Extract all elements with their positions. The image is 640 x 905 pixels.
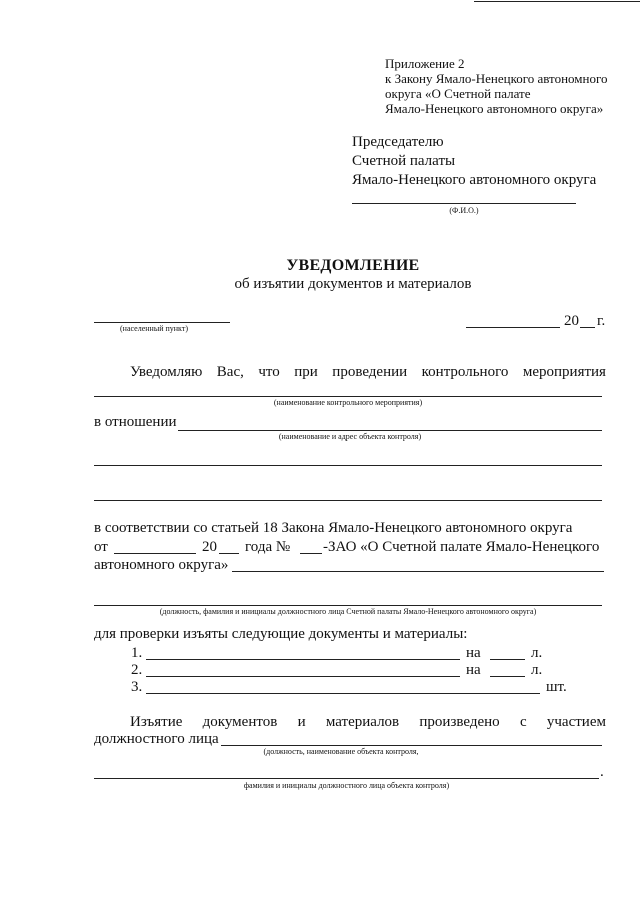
law-year-line — [219, 553, 239, 554]
official-line-1 — [232, 571, 604, 572]
para2-year-word: года № — [245, 539, 291, 555]
para3-word: документов — [202, 714, 278, 730]
date-year-line — [580, 327, 595, 328]
blank-line-2 — [94, 500, 602, 501]
regarding-line — [178, 430, 602, 431]
place-caption: (населенный пункт) — [120, 324, 188, 333]
official-line-2 — [94, 605, 602, 606]
date-suffix: г. — [597, 313, 606, 329]
blank-line-1 — [94, 465, 602, 466]
place-line — [94, 322, 230, 323]
para2-from: от — [94, 539, 108, 555]
date-line — [466, 327, 560, 328]
participant-caption-1: (должность, наименование объекта контроля, — [263, 747, 419, 756]
para3-line-2: должностного лица — [94, 731, 219, 747]
para1-word: контрольного — [421, 364, 509, 380]
item-description-line — [146, 693, 540, 694]
fio-line — [352, 203, 576, 204]
para1-word: при — [294, 364, 318, 380]
para1-line — [130, 364, 606, 381]
appendix-line-3: округа «О Счетной палате — [385, 86, 531, 101]
item-description-line — [146, 659, 460, 660]
para3-word: участием — [546, 714, 606, 730]
item-on: на — [466, 662, 481, 678]
para1-word: Вас, — [216, 364, 244, 380]
para1-word: что — [258, 364, 280, 380]
appendix-line-2: к Закону Ямало-Ненецкого автономного — [385, 71, 608, 86]
appendix-line-1: Приложение 2 — [385, 56, 465, 71]
item-unit: шт. — [546, 679, 567, 695]
participant-caption-2: фамилия и инициалы должностного лица объекта контроля) — [243, 781, 450, 790]
para1-word: Уведомляю — [130, 364, 203, 380]
para3-word: и — [297, 714, 306, 730]
addressee-line-3: Ямало-Ненецкого автономного округа — [352, 172, 597, 188]
para2-line-1: в соответствии со статьей 18 Закона Ямало-Ненецкого автономного округа — [94, 520, 573, 536]
para2-line-3: автономного округа» — [94, 557, 229, 573]
item-number: 1. — [131, 645, 143, 661]
item-sheets-line — [490, 676, 525, 677]
addressee-line-2: Счетной палаты — [352, 153, 456, 169]
participant-line-1 — [221, 745, 602, 746]
page-subtitle: об изъятии документов и материалов — [234, 276, 472, 292]
page-title: УВЕДОМЛЕНИЕ — [286, 257, 420, 274]
official-caption: (должность, фамилия и инициалы должностного лица Счетной палаты Ямало-Ненецкого автономного округа) — [159, 607, 537, 616]
seized-intro: для проверки изъяты следующие документы и материалы: — [94, 626, 468, 642]
para3-word: Изъятие — [130, 714, 183, 730]
item-on: на — [466, 645, 481, 661]
top-edge-line — [474, 1, 640, 2]
para3-word: материалов — [325, 714, 400, 730]
item-description-line — [146, 676, 460, 677]
fio-caption: (Ф.И.О.) — [449, 206, 479, 215]
participant-line-2 — [94, 778, 599, 779]
para1-word: проведении — [332, 364, 408, 380]
law-number-line — [300, 553, 322, 554]
item-sheets-line — [490, 659, 525, 660]
para2-year: 20 — [202, 539, 217, 555]
para3-line-1 — [130, 714, 606, 731]
item-number: 2. — [131, 662, 143, 678]
event-name-caption: (наименование контрольного мероприятия) — [273, 398, 423, 407]
para3-word: произведено — [419, 714, 500, 730]
law-date-line — [114, 553, 196, 554]
item-unit: л. — [531, 662, 543, 678]
addressee-line-1: Председателю — [352, 134, 444, 150]
date-year: 20 — [564, 313, 579, 329]
final-period: . — [600, 764, 604, 780]
item-number: 3. — [131, 679, 143, 695]
event-name-line — [94, 396, 602, 397]
para3-word: с — [519, 714, 527, 730]
appendix-line-4: Ямало-Ненецкого автономного округа» — [385, 101, 604, 116]
regarding-label: в отношении — [94, 414, 177, 430]
para2-law-ref: -ЗАО «О Счетной палате Ямало-Ненецкого — [323, 539, 600, 555]
para1-word: мероприятия — [522, 364, 606, 380]
regarding-caption: (наименование и адрес объекта контроля) — [278, 432, 422, 441]
item-unit: л. — [531, 645, 543, 661]
